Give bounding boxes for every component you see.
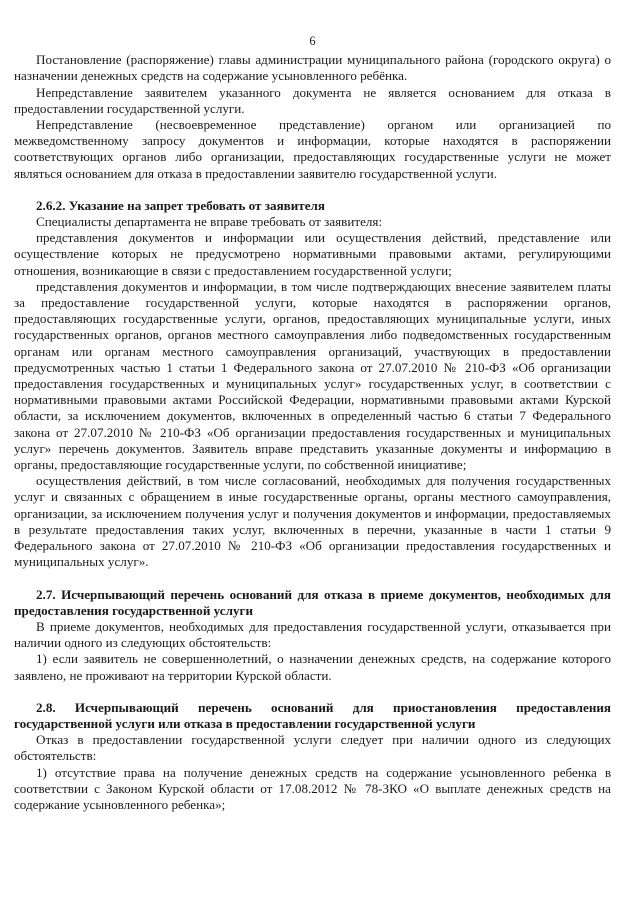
paragraph: Постановление (распоряжение) главы администрации муниципального района (городского округа) о назначении денежных средств на содержание усыновленного ребёнка.: [14, 52, 611, 84]
section-gap: [14, 684, 611, 700]
paragraph: представления документов и информации или осуществления действий, представление или осуществление которых не предусмотрено нормативными правовыми актами, регулирующими отношения, возникающие в связи с предоставлением государственной услуги;: [14, 230, 611, 278]
paragraph: Отказ в предоставлении государственной услуги следует при наличии одного из следующих обстоятельств:: [14, 732, 611, 764]
paragraph: осуществления действий, в том числе согласований, необходимых для получения государственных услуг и связанных с обращением в иные государственные органы, органы местного самоуправления, организации, за исключением получения услуг и получения документов и информации, предоставляемых в результате предоставления таких услуг, включенных в перечни, указанные в части 1 статьи 9 Федерального закона от 27.07.2010 № 210-ФЗ «Об организации предоставления государственных и муниципальных услуг».: [14, 473, 611, 570]
section-heading-2-8: 2.8. Исчерпывающий перечень оснований для приостановления предоставления государственной услуги или отказа в предоставлении государственной услуги: [14, 699, 611, 731]
page-number: 6: [309, 34, 316, 48]
section-gap: [14, 182, 611, 198]
paragraph: Специалисты департамента не вправе требовать от заявителя:: [36, 214, 383, 230]
paragraph: 1) если заявитель не совершеннолетний, о назначении денежных средств, на содержание которого заявлено, не проживают на территории Курской области.: [14, 651, 611, 683]
paragraph: представления документов и информации, в том числе подтверждающих внесение заявителем платы за предоставление государственной услуги, которые находятся в распоряжении органов, предоставляющих государственные услуги, органов, предоставляющих муниципальные услуги, иных государственных органов, органов местного самоуправления либо подведомственных государственным органам или органам местного самоуправления организаций, участвующих в предоставлении предусмотренных частью 1 статьи 1 Федерального закона от 27.07.2010 № 210-ФЗ «Об организации предоставления государственных и муниципальных услуг» государственных услуг, в соответствии с нормативными правовыми актами Российской Федерации, нормативными правовыми актами Курской области, за исключением документов, включенных в определенный частью 6 статьи 7 Федерального закона от 27.07.2010 № 210-ФЗ «Об организации предоставления государственных и муниципальных услуг» перечень документов. Заявитель вправе представить указанные документы и информацию в органы, предоставляющие государственные услуги, по собственной инициативе;: [14, 278, 611, 473]
paragraph: Непредставление (несвоевременное представление) органом или организацией по межведомственному запросу документов и информации, которые находятся в распоряжении соответствующих органов либо организации, предоставляющих государственные услуги не может являться основанием для отказа в предоставлении заявителю государственной услуги.: [14, 117, 611, 181]
paragraph: В приеме документов, необходимых для предоставления государственной услуги, отказывается при наличии одного из следующих обстоятельств:: [14, 618, 611, 651]
paragraph: Непредставление заявителем указанного документа не является основанием для отказа в предоставлении государственной услуги.: [14, 84, 611, 116]
section-heading-2-6-2: 2.6.2. Указание на запрет требовать от заявителя: [36, 197, 325, 213]
section-gap: [14, 571, 611, 587]
paragraph: 1) отсутствие права на получение денежных средств на содержание усыновленного ребенка в соответствии с Законом Курской области от 17.08.2012 № 78-ЗКО «О выплате денежных средств на содержание усыновленного ребенка»;: [14, 764, 611, 812]
section-heading-2-7: 2.7. Исчерпывающий перечень оснований для отказа в приеме документов, необходимых для предоставления государственной услуги: [14, 586, 611, 618]
